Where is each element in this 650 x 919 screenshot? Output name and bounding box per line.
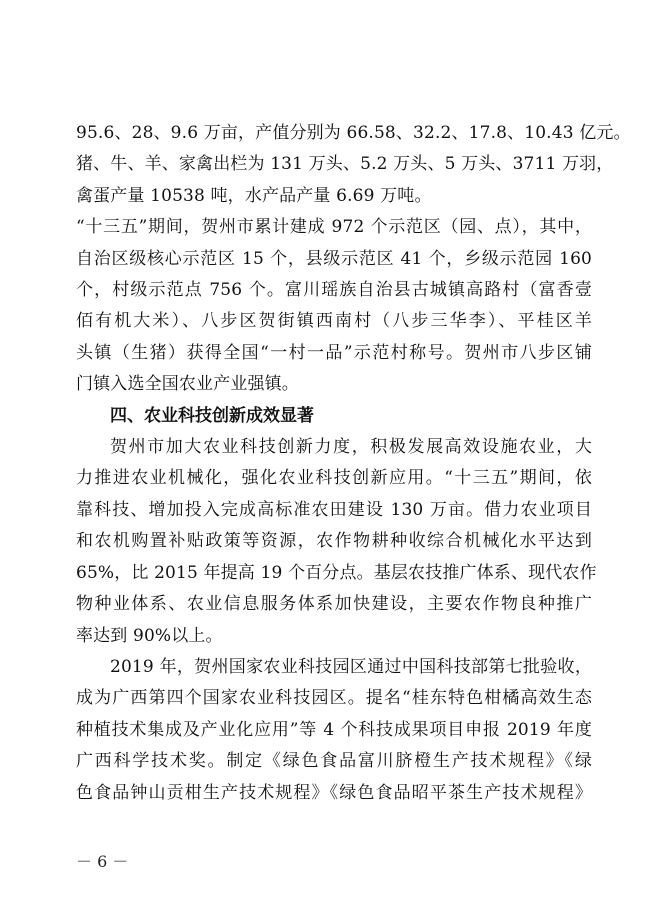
page-number: － 6 －: [76, 852, 129, 871]
paragraph-agri-tech-innovation: [76, 432, 597, 652]
text-line: 65%，比 2015 年提高 19 个百分点。基层农技推广体系、现代农作: [76, 562, 597, 583]
text-line: 种植技术集成及产业化应用”等 4 个科技成果项目申报 2019 年度: [76, 719, 592, 740]
text-line: 色食品钟山贡柑生产技术规程》《绿色食品昭平茶生产技术规程》: [76, 782, 592, 803]
text-line: 个，村级示范点 756 个。富川瑶族自治县古城镇高路村（富香壹: [76, 280, 592, 301]
paragraph-livestock-output: [76, 118, 631, 212]
text-line: 率达到 90%以上。: [76, 625, 223, 646]
text-line: 成为广西第四个国家农业科技园区。提名“桂东特色柑橘高效生态: [76, 688, 592, 709]
text-line: 95.6、28、9.6 万亩，产值分别为 66.58、32.2、17.8、10.43 亿元。: [76, 123, 631, 143]
text-line: 门镇入选全国农业产业强镇。: [76, 374, 299, 395]
text-line: 2019 年，贺州国家农业科技园区通过中国科技部第七批验收，: [110, 656, 592, 677]
section-heading: 四、农业科技创新成效显著: [110, 405, 314, 426]
text-line: “十三五”期间，贺州市累计建成 972 个示范区（园、点），其中，: [76, 217, 592, 238]
text-line: 广西科学技术奖。制定《绿色食品富川脐橙生产技术规程》《绿: [76, 751, 592, 772]
text-line: 物种业体系、农业信息服务体系加快建设，主要农作物良种推广: [76, 594, 592, 615]
paragraph-demonstration-zones: [76, 212, 592, 400]
text-line: 靠科技、增加投入完成高标准农田建设 130 万亩。借力农业项目: [76, 499, 592, 520]
text-line: 力推进农业机械化，强化农业科技创新应用。“十三五”期间，依: [76, 468, 592, 489]
text-line: 禽蛋产量 10538 吨，水产品产量 6.69 万吨。: [76, 185, 432, 206]
text-line: 自治区级核心示范区 15 个，县级示范区 41 个，乡级示范园 160: [76, 248, 592, 269]
page-content: [76, 118, 631, 809]
text-line: 佰有机大米）、八步区贺街镇西南村（八步三华李）、平桂区羊: [76, 311, 592, 332]
text-line: 和农机购置补贴政策等资源，农作物耕种收综合机械化水平达到: [76, 531, 592, 552]
text-line: 头镇（生猪）获得全国“一村一品”示范村称号。贺州市八步区铺: [76, 342, 592, 363]
paragraph-tech-park: [76, 652, 592, 809]
text-line: 贺州市加大农业科技创新力度，积极发展高效设施农业，大: [110, 437, 592, 458]
text-line: 猪、牛、羊、家禽出栏为 131 万头、5.2 万头、5 万头、3711 万羽，: [76, 154, 614, 175]
